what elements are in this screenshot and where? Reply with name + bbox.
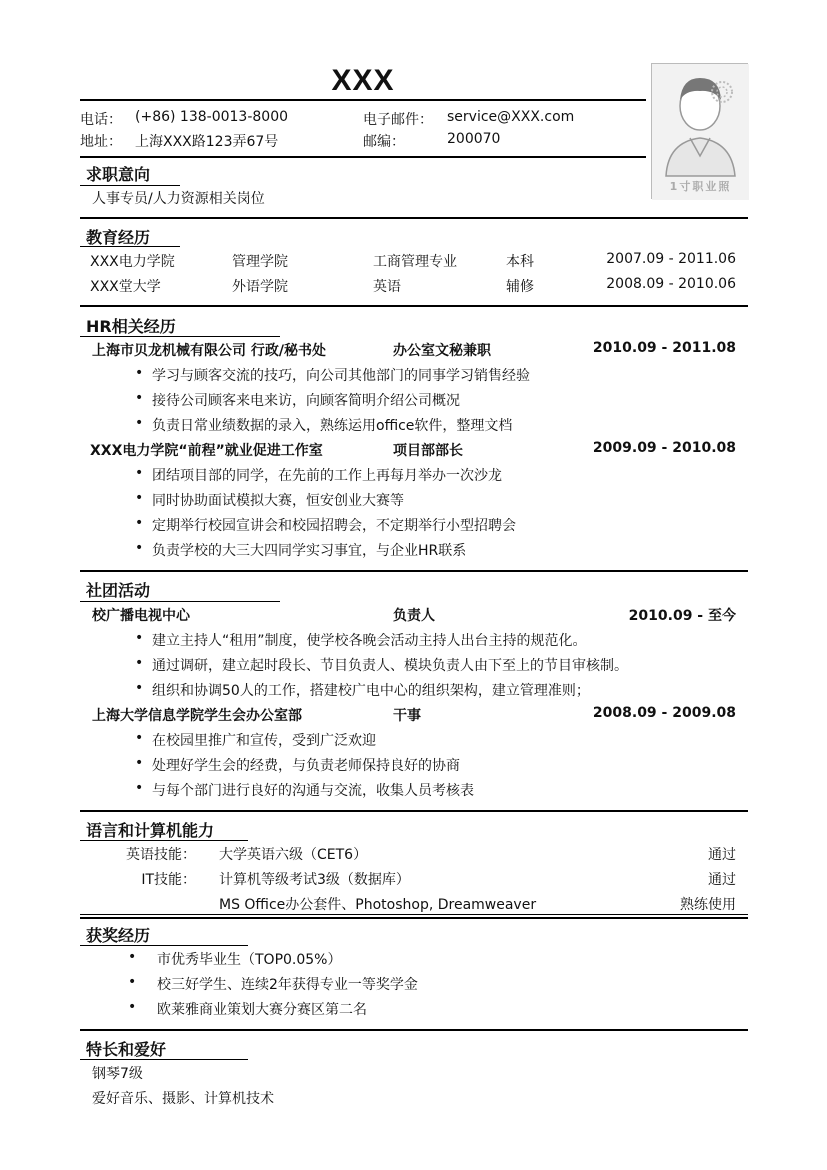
contact-row-2 [80, 131, 646, 151]
skill-desc: MS Office办公套件、Photoshop, Dreamweaver [219, 897, 537, 913]
skill-desc: 计算机等级考试3级（数据库） [219, 872, 410, 888]
section-underline [80, 246, 180, 247]
header-divider-top [80, 99, 646, 101]
bullet-icon: • [135, 515, 144, 531]
skill-level: 通过 [708, 872, 736, 888]
bullet-icon: • [135, 755, 144, 771]
phone-label: 电话： [80, 112, 122, 128]
education-major: 工商管理专业 [373, 254, 457, 270]
bullet-icon: • [135, 540, 144, 556]
section-underline [80, 945, 248, 946]
job-period: 2010.09 - 2011.08 [592, 340, 736, 356]
hobby-item: 钢琴7级 [92, 1066, 143, 1082]
resume-name: XXX [331, 64, 395, 97]
header-divider-bottom [80, 156, 646, 158]
bullet-icon: • [135, 490, 144, 506]
skill-desc: 大学英语六级（CET6） [219, 847, 368, 863]
education-college: 外语学院 [232, 279, 288, 295]
bullet-icon: • [135, 415, 144, 431]
bullet-icon: • [135, 465, 144, 481]
job-role: 项目部部长 [393, 443, 463, 459]
education-major: 英语 [373, 279, 401, 295]
club-item: 建立主持人“租用”制度，使学校各晚会活动主持人出台主持的规范化。 [152, 633, 587, 649]
club-item: 与每个部门进行良好的沟通与交流，收集人员考核表 [152, 783, 474, 799]
job-item: 接待公司顾客来电来访，向顾客简明介绍公司概况 [152, 393, 460, 409]
skill-level: 熟练使用 [680, 897, 736, 913]
award-item: 校三好学生、连续2年获得专业一等奖学金 [157, 977, 418, 993]
education-period: 2008.09 - 2010.06 [606, 276, 736, 292]
job-item: 学习与顾客交流的技巧，向公司其他部门的同事学习销售经验 [152, 368, 530, 384]
job-item: 团结项目部的同学，在先前的工作上再每月举办一次沙龙 [152, 468, 502, 484]
club-org: 校广播电视中心 [92, 608, 190, 624]
club-period: 2008.09 - 2009.08 [592, 705, 736, 721]
profile-photo [651, 63, 748, 199]
email-value: service@XXX.com [447, 109, 575, 125]
address-value: 上海XXX路123弄67号 [135, 134, 279, 150]
job-item: 定期举行校园宣讲会和校园招聘会，不定期举行小型招聘会 [152, 518, 516, 534]
contact-row-1 [80, 109, 646, 129]
section-divider-thin [80, 914, 748, 915]
section-underline [80, 1059, 248, 1060]
education-school: XXX电力学院 [90, 254, 175, 270]
section-title-clubs: 社团活动 [86, 581, 151, 600]
club-role: 负责人 [393, 608, 435, 624]
section-title-education: 教育经历 [86, 228, 151, 247]
bullet-icon: • [135, 680, 144, 696]
job-item: 负责日常业绩数据的录入，熟练运用office软件，整理文档 [152, 418, 513, 434]
objective-text: 人事专员/人力资源相关岗位 [92, 191, 265, 207]
bullet-icon: • [135, 630, 144, 646]
education-period: 2007.09 - 2011.06 [606, 251, 736, 267]
education-school: XXX堂大学 [90, 279, 161, 295]
section-divider [80, 810, 748, 812]
bullet-icon: • [128, 974, 137, 990]
club-item: 通过调研，建立起时段长、节目负责人、模块负责人由下至上的节目审核制。 [152, 658, 628, 674]
club-period: 2010.09 - 至今 [628, 608, 736, 624]
zip-label: 邮编： [363, 134, 405, 150]
award-item: 市优秀毕业生（TOP0.05%） [157, 952, 342, 968]
section-title-objective: 求职意向 [86, 165, 151, 184]
club-item: 组织和协调50人的工作，搭建校广电中心的组织架构，建立管理准则； [152, 683, 590, 699]
photo-caption: 1寸职业照 [669, 180, 732, 193]
education-degree: 本科 [506, 254, 534, 270]
job-org: 上海市贝龙机械有限公司 行政/秘书处 [92, 343, 326, 359]
award-item: 欧莱雅商业策划大赛分赛区第二名 [157, 1002, 367, 1018]
bullet-icon: • [128, 949, 137, 965]
address-label: 地址： [80, 134, 122, 150]
hobby-item: 爱好音乐、摄影、计算机技术 [92, 1091, 274, 1107]
club-item: 处理好学生会的经费，与负责老师保持良好的协商 [152, 758, 460, 774]
section-divider [80, 1029, 748, 1031]
job-item: 负责学校的大三大四同学实习事宜，与企业HR联系 [152, 543, 467, 559]
bullet-icon: • [135, 390, 144, 406]
bullet-icon: • [135, 655, 144, 671]
job-role: 办公室文秘兼职 [393, 343, 491, 359]
education-college: 管理学院 [232, 254, 288, 270]
section-title-hr-experience: HR相关经历 [86, 317, 176, 336]
bullet-icon: • [128, 999, 137, 1015]
club-org: 上海大学信息学院学生会办公室部 [92, 708, 302, 724]
skill-label: 英语技能： [126, 847, 196, 863]
job-item: 同时协助面试模拟大赛，恒安创业大赛等 [152, 493, 404, 509]
section-title-hobbies: 特长和爱好 [86, 1040, 167, 1059]
section-underline [80, 601, 280, 602]
skill-level: 通过 [708, 847, 736, 863]
section-underline [80, 185, 180, 186]
section-divider [80, 570, 748, 572]
section-divider [80, 305, 748, 307]
bullet-icon: • [135, 730, 144, 746]
club-item: 在校园里推广和宣传，受到广泛欢迎 [152, 733, 376, 749]
section-underline [80, 336, 280, 337]
email-label: 电子邮件： [363, 112, 433, 128]
education-degree: 辅修 [506, 279, 534, 295]
job-org: XXX电力学院“前程”就业促进工作室 [90, 443, 323, 459]
section-title-awards: 获奖经历 [86, 926, 151, 945]
section-underline [80, 840, 248, 841]
job-period: 2009.09 - 2010.08 [592, 440, 736, 456]
section-divider [80, 917, 748, 919]
bullet-icon: • [135, 780, 144, 796]
section-title-skills: 语言和计算机能力 [86, 821, 215, 840]
skill-label: IT技能： [141, 872, 196, 888]
section-divider [80, 217, 748, 219]
club-role: 干事 [393, 708, 421, 724]
phone-value: (+86) 138-0013-8000 [135, 109, 289, 125]
zip-value: 200070 [447, 131, 501, 147]
bullet-icon: • [135, 365, 144, 381]
